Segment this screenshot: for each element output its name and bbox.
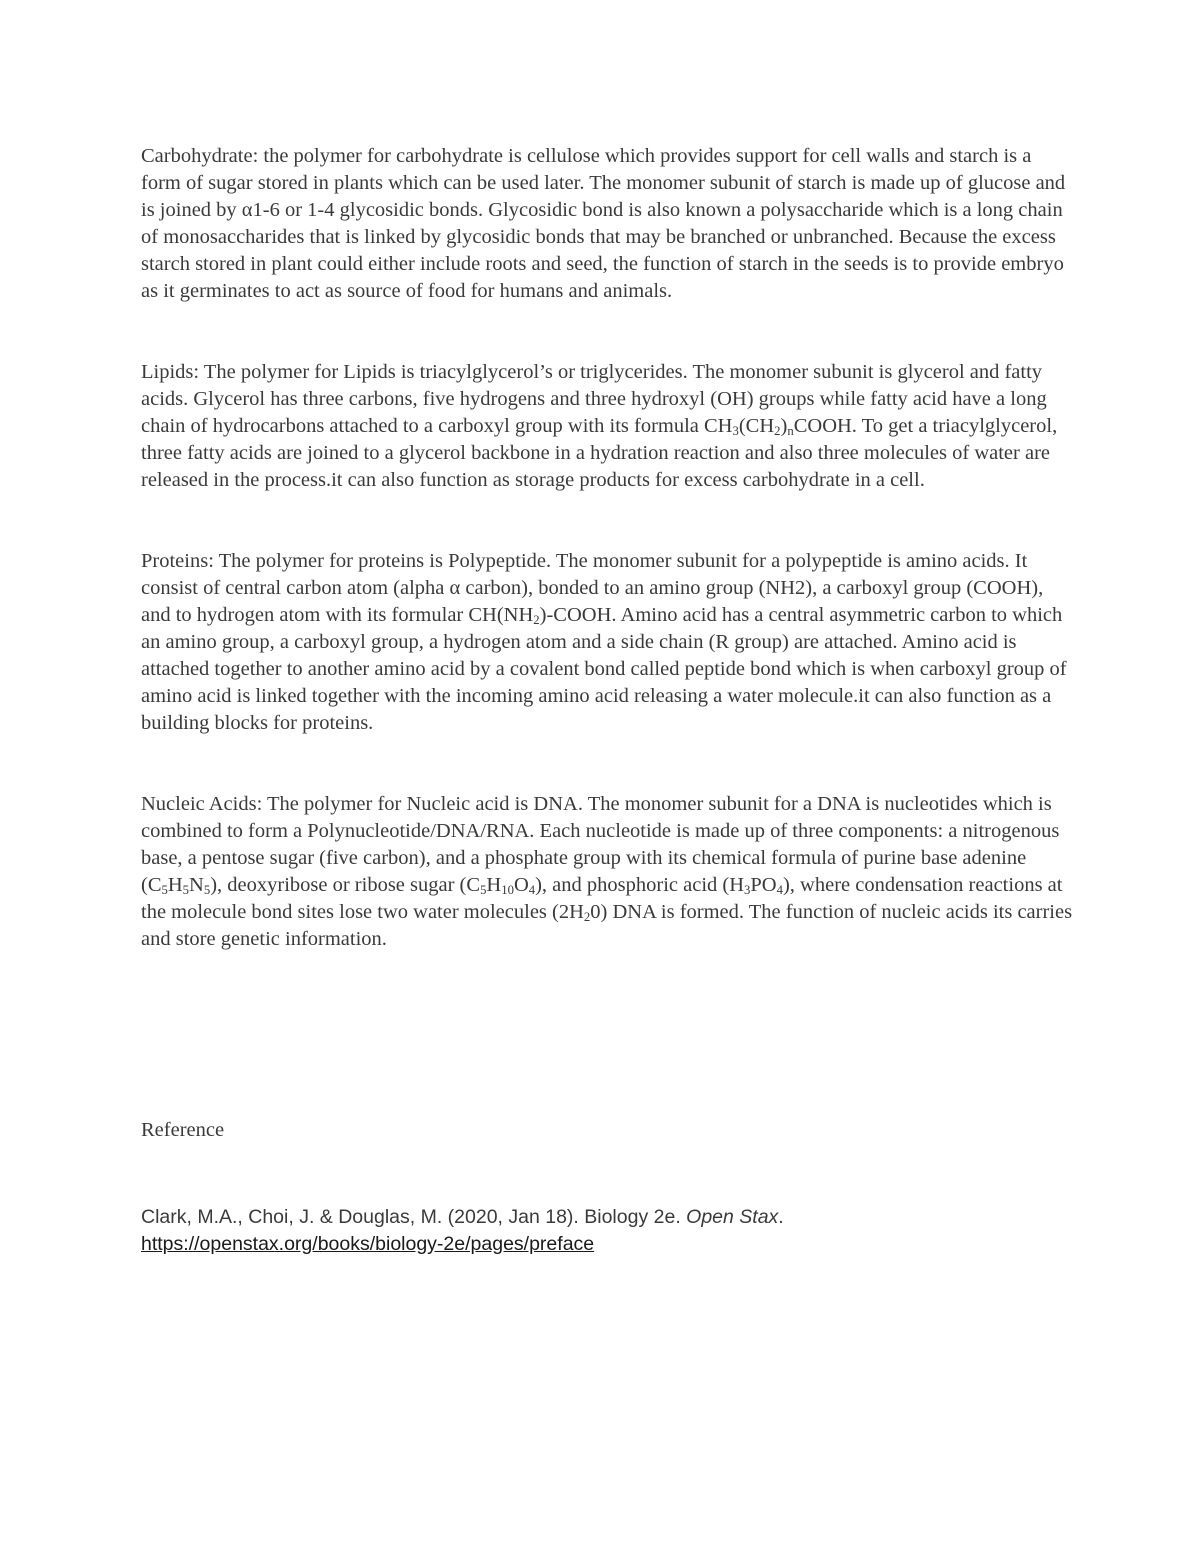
nucleic-text: O (513, 874, 529, 896)
subscript: 3 (732, 424, 739, 439)
nucleic-text: Nucleic Acids: The polymer for Nucleic acid is DNA. The monomer subunit for a DNA is nucleotides which is combined to form a Polynucleotide/DNA/RNA. Each nucleotide is made up of three components: a nitrogenous base, a pentose sugar (five carbon), and a phosphate group with its chemical formula of purine base adenine (C (141, 793, 1060, 896)
lipids-paragraph (141, 359, 1076, 494)
reference-heading: Reference (141, 1119, 225, 1141)
citation-period: . (778, 1206, 784, 1228)
lipids-text: COOH. To get a triacylglycerol, three fatty acids are joined to a glycerol backbone in a hydration reaction and also three molecules of water are released in the process.it can also function as storage products for excess carbohydrate in a cell. (141, 415, 1058, 491)
subscript: 10 (501, 883, 514, 898)
citation-publisher: Open Stax (686, 1206, 779, 1228)
proteins-paragraph (141, 548, 1076, 737)
subscript: 2 (583, 910, 591, 925)
lipids-text: (CH (738, 415, 775, 437)
proteins-text: )-COOH. Amino acid has a central asymmetric carbon to which an amino group, a carboxyl group, a hydrogen atom and a side chain (R group) are attached. Amino acid is attached together to another amino acid by a covalent bond called peptide bond which is when carboxyl group of amino acid is linked together with the incoming amino acid releasing a water molecule.it can also function as a building blocks for proteins. (141, 604, 1067, 734)
reference-link[interactable]: https://openstax.org/books/biology-2e/pages/preface (141, 1233, 595, 1255)
subscript: n (787, 424, 794, 439)
reference-citation (141, 1204, 821, 1258)
nucleic-text: N (189, 874, 204, 896)
nucleic-text: ), deoxyribose or ribose sugar (C (210, 874, 481, 896)
subscript: 5 (161, 883, 168, 898)
subscript: 5 (480, 883, 487, 898)
nucleic-text: PO (750, 874, 777, 896)
subscript: 5 (203, 883, 211, 898)
subscript: 4 (528, 883, 536, 898)
citation-text: Clark, M.A., Choi, J. & Douglas, M. (2020, Jan 18). Biology 2e. (141, 1206, 687, 1228)
carbohydrate-paragraph: Carbohydrate: the polymer for carbohydrate is cellulose which provides support for cell walls and starch is a form of sugar stored in plants which can be used later. The monomer subunit of starch is made up of glucose and is joined by α1-6 or 1-4 glycosidic bonds. Glycosidic bond is also known a polysaccharide which is a long chain of monosaccharides that is linked by glycosidic bonds that may be branched or unbranched. Because the excess starch stored in plant could either include roots and seed, the function of starch in the seeds is to provide embryo as it germinates to act as source of food for humans and animals. (141, 145, 1066, 302)
subscript: 2 (533, 613, 540, 628)
subscript: 5 (182, 883, 190, 898)
nucleic-text: H (167, 874, 183, 896)
subscript: 2 (774, 424, 781, 439)
nucleic-text: ), where condensation reactions at the molecule bond sites lose two water molecules (2H (141, 874, 1063, 923)
subscript: 4 (776, 883, 783, 898)
subscript: 3 (744, 883, 751, 898)
nucleic-text: ), and phosphoric acid (H (535, 874, 745, 896)
nucleic-text: 0) DNA is formed. The function of nucleic acids its carries and store genetic information. (141, 901, 1073, 950)
lipids-text: Lipids: The polymer for Lipids is triacylglycerol’s or triglycerides. The monomer subunit is glycerol and fatty acids. Glycerol has three carbons, five hydrogens and three hydroxyl (OH) groups while fatty acid have a long chain of hydrocarbons attached to a carboxyl group with its formula CH (141, 361, 1047, 437)
nucleic-text: H (486, 874, 502, 896)
lipids-text: ) (780, 415, 788, 437)
nucleic-acids-paragraph (141, 791, 1076, 953)
proteins-text: Proteins: The polymer for proteins is Polypeptide. The monomer subunit for a polypeptide is amino acids. It consist of central carbon atom (alpha α carbon), bonded to an amino group (NH2), a carboxyl group (COOH), and to hydrogen atom with its formular CH(NH (141, 550, 1044, 626)
